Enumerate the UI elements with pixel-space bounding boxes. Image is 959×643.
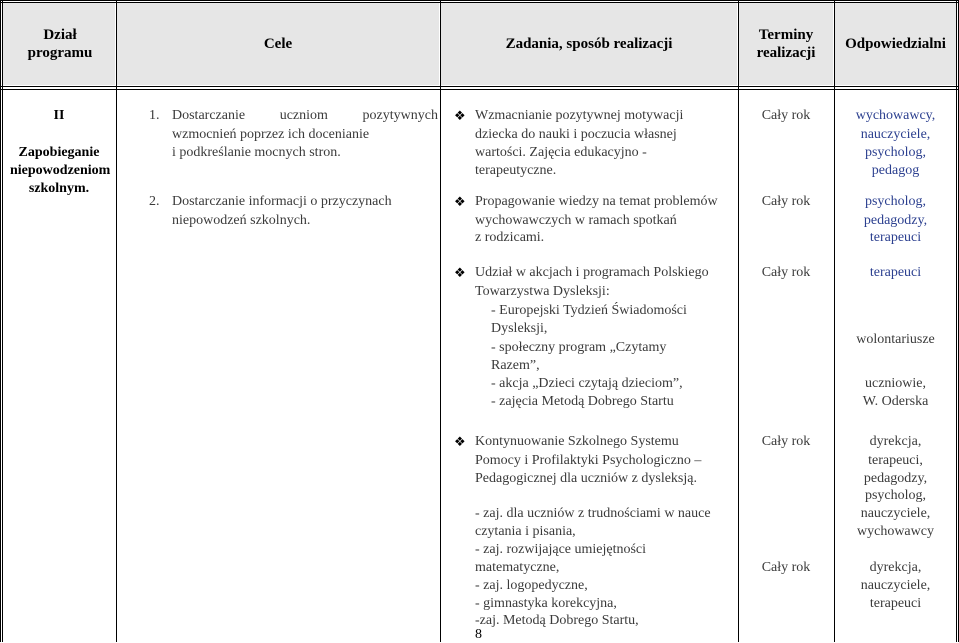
task-line: - akcja „Dzieci czytają dzieciom”, <box>491 376 683 391</box>
task-line: terapeutyczne. <box>475 163 557 178</box>
diamond-bullet-icon: ❖ <box>454 194 466 209</box>
responsible-line: W. Oderska <box>862 394 929 409</box>
header-zadania: Zadania, sposób realizacji <box>505 36 673 52</box>
term-value: Cały rok <box>761 265 811 280</box>
responsible-line: terapeuci, <box>868 453 923 468</box>
task-line: czytania i pisania, <box>475 524 576 539</box>
responsible-line: pedagodzy, <box>863 213 928 228</box>
task-line: - zaj. dla uczniów z trudnościami w nauce <box>475 506 711 521</box>
responsible-line: psycholog, <box>864 194 927 209</box>
responsible-line: nauczyciele, <box>860 578 931 593</box>
task-line: dziecka do nauki i poczucia własnej <box>475 127 677 142</box>
task-line: - zajęcia Metodą Dobrego Startu <box>491 394 674 409</box>
table-right-border-inner <box>956 0 957 642</box>
task-line: Dysleksji, <box>491 321 548 336</box>
header-terminy: Terminy realizacji <box>756 27 816 61</box>
column-divider <box>834 0 835 642</box>
responsible-line: wolontariusze <box>856 332 935 347</box>
column-divider <box>738 0 739 642</box>
goal-line: i podkreślanie mocnych stron. <box>172 145 341 160</box>
task-line: -zaj. Metodą Dobrego Startu, <box>475 613 639 628</box>
responsible-line: pedagodzy, <box>863 471 928 486</box>
diamond-bullet-icon: ❖ <box>454 434 466 449</box>
header-cele: Cele <box>263 36 293 52</box>
goal-number: 1. <box>149 108 160 123</box>
task-line: matematyczne, <box>475 560 560 575</box>
goal-line: Dostarczanie informacji o przyczynach <box>172 194 392 209</box>
table-left-border-inner <box>2 0 3 642</box>
diamond-bullet-icon: ❖ <box>454 265 466 280</box>
header-bottom-border <box>0 86 959 87</box>
task-line: - Europejski Tydzień Świadomości <box>491 303 687 318</box>
responsible-line: wychowawcy, <box>855 108 936 123</box>
responsible-line: terapeuci <box>869 596 922 611</box>
task-line: Kontynuowanie Szkolnego Systemu <box>475 434 679 449</box>
header-dzial-programu: Dział programu <box>27 27 93 61</box>
task-line: Razem”, <box>491 358 540 373</box>
task-line: wartości. Zajęcia edukacyjno - <box>475 145 647 160</box>
goal-line: wzmocnień poprzez ich docenianie <box>172 127 370 142</box>
task-line: Pomocy i Profilaktyki Psychologiczno – <box>475 453 702 468</box>
goal-line: niepowodzeń szkolnych. <box>172 213 311 228</box>
task-line: - gimnastyka korekcyjna, <box>475 596 617 611</box>
diamond-bullet-icon: ❖ <box>454 108 466 123</box>
section-title: Zapobieganie niepowodzeniom szkolnym. <box>10 145 111 196</box>
responsible-line: dyrekcja, <box>869 560 922 575</box>
column-divider <box>116 0 117 642</box>
task-line: wychowawczych w ramach spotkań <box>475 213 677 228</box>
table-left-border <box>0 0 1 642</box>
term-value: Cały rok <box>761 194 811 209</box>
header-odpowiedzialni: Odpowiedzialni <box>845 36 946 52</box>
term-value: Cały rok <box>761 434 811 449</box>
task-line: Towarzystwa Dysleksji: <box>475 284 610 299</box>
page-number: 8 <box>475 627 482 642</box>
task-line: Pedagogicznej dla uczniów z dysleksją. <box>475 471 697 486</box>
task-line: z rodzicami. <box>475 230 545 245</box>
section-number: II <box>53 108 65 123</box>
goal-number: 2. <box>149 194 160 209</box>
task-line: - zaj. logopedyczne, <box>475 578 588 593</box>
task-line: - społeczny program „Czytamy <box>491 340 667 355</box>
responsible-line: terapeuci <box>869 230 922 245</box>
task-line: Propagowanie wiedzy na temat problemów <box>475 194 718 209</box>
responsible-line: psycholog, <box>864 145 927 160</box>
responsible-line: terapeuci <box>869 265 922 280</box>
task-line: Udział w akcjach i programach Polskiego <box>475 265 709 280</box>
responsible-line: nauczyciele, <box>860 127 931 142</box>
task-line: Wzmacnianie pozytywnej motywacji <box>475 108 684 123</box>
responsible-line: psycholog, <box>864 488 927 503</box>
column-divider <box>440 0 441 642</box>
term-value: Cały rok <box>761 560 811 575</box>
task-line: - zaj. rozwijające umiejętności <box>475 542 647 557</box>
responsible-line: dyrekcja, <box>869 434 922 449</box>
responsible-line: uczniowie, <box>864 376 927 391</box>
term-value: Cały rok <box>761 108 811 123</box>
goal-line: Dostarczanie uczniom pozytywnych <box>172 108 438 123</box>
table-top-border <box>0 0 959 1</box>
header-bottom-border-inner <box>0 89 959 90</box>
responsible-line: pedagog <box>871 163 920 178</box>
responsible-line: nauczyciele, <box>860 506 931 521</box>
responsible-line: wychowawcy <box>857 524 934 539</box>
